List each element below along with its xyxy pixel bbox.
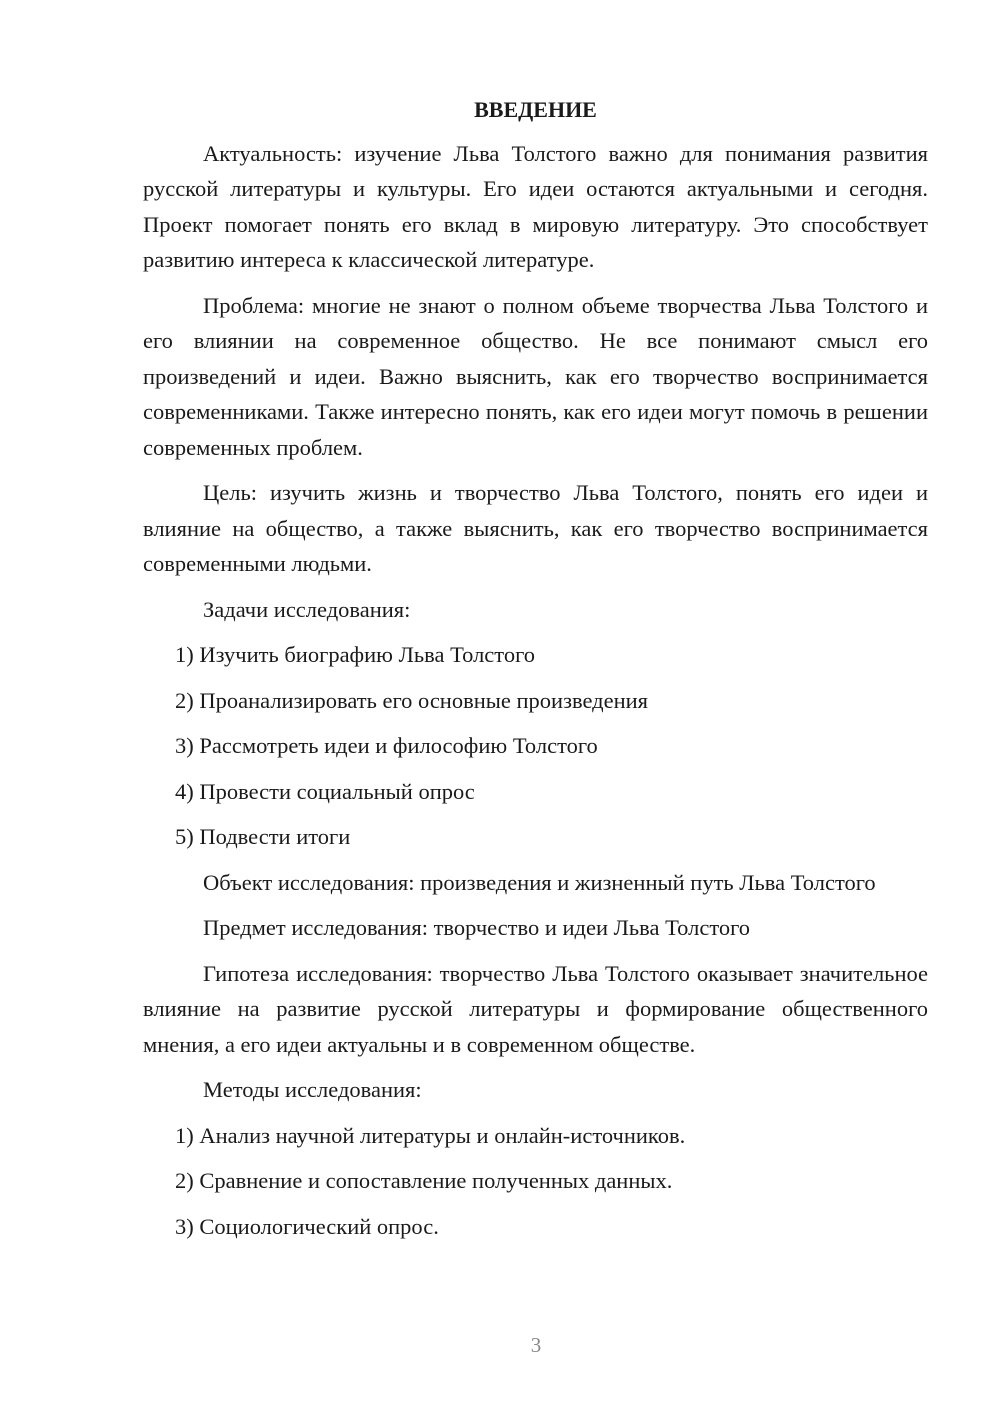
object-paragraph: Объект исследования: произведения и жизненный путь Льва Толстого [203, 869, 876, 895]
methods-label: Методы исследования: [203, 1077, 422, 1102]
relevance-paragraph: Актуальность: изучение Льва Толстого важно для понимания развития русской литературы и культуры. Его идеи остаются актуальными и сегодня. Проект помогает понять его вклад в мировую литературу. Это способствует развитию интереса к классической литературе. [143, 140, 928, 272]
problem-paragraph: Проблема: многие не знают о полном объеме творчества Льва Толстого и его влиянии на современное общество. Не все понимают смысл его произведений и идеи. Важно выяснить, как его творчество воспринимается современниками. Также интересно понять, как его идеи могут помочь в решении современных проблем. [143, 292, 928, 460]
list-item: 4) Провести социальный опрос [175, 778, 475, 804]
subject-paragraph: Предмет исследования: творчество и идеи Льва Толстого [203, 915, 751, 940]
goal-paragraph: Цель: изучить жизнь и творчество Льва Толстого, понять его идеи и влияние на общество, а также выяснить, как его творчество воспринимается современными людьми. [143, 480, 928, 576]
tasks-label: Задачи исследования: [203, 596, 411, 622]
tasks-list [143, 637, 928, 855]
hypothesis-paragraph: Гипотеза исследования: творчество Льва Толстого оказывает значительное влияние на развитие русской литературы и формирование общественного мнения, а его идеи актуальны и в современном обществе. [143, 960, 928, 1057]
list-item: 5) Подвести итоги [175, 824, 351, 849]
methods-list [143, 1118, 928, 1245]
list-item: 3) Социологический опрос. [175, 1213, 439, 1239]
list-item: 2) Проанализировать его основные произведения [175, 687, 649, 713]
list-item: 1) Анализ научной литературы и онлайн-источников. [175, 1122, 686, 1148]
list-item: 1) Изучить биографию Льва Толстого [175, 642, 535, 667]
list-item: 3) Рассмотреть идеи и философию Толстого [175, 733, 598, 758]
list-item: 2) Сравнение и сопоставление полученных данных. [175, 1168, 673, 1193]
document-page [143, 92, 928, 1254]
page-number: 3 [530, 1333, 542, 1357]
page-title: ВВЕДЕНИЕ [474, 97, 597, 122]
